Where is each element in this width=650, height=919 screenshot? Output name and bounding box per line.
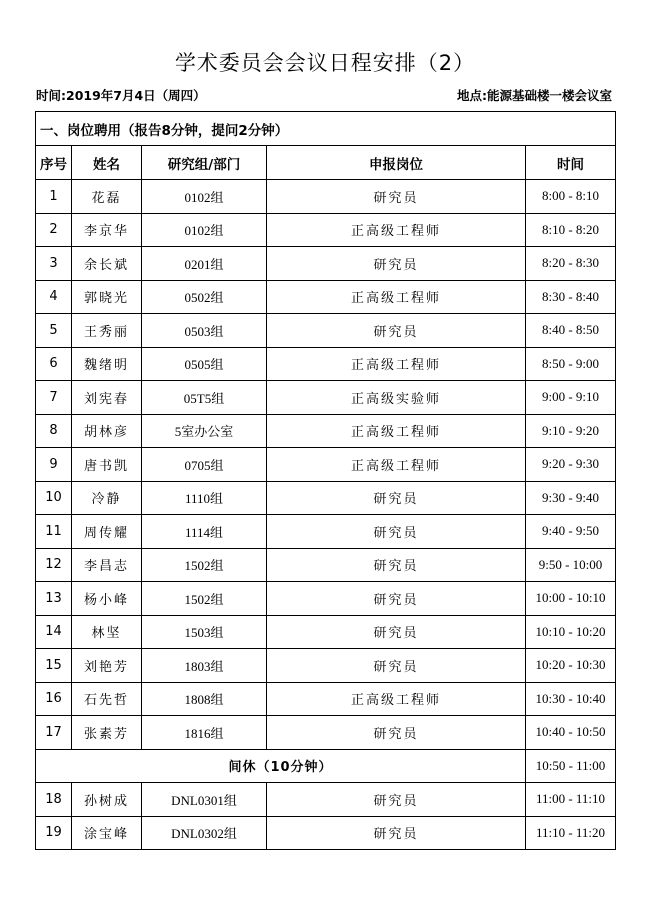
row-index: 9 [36, 448, 72, 482]
table-row [36, 515, 616, 549]
row-department: 0102组 [142, 180, 267, 214]
break-row [36, 749, 616, 783]
break-time: 10:50 - 11:00 [526, 749, 616, 783]
row-index: 17 [36, 716, 72, 750]
table-row [36, 682, 616, 716]
row-department: 0102组 [142, 213, 267, 247]
row-name: 唐书凯 [72, 448, 142, 482]
table-row [36, 615, 616, 649]
row-index: 15 [36, 649, 72, 683]
section-title: 一、岗位聘用（报告8分钟，提问2分钟） [36, 112, 616, 146]
column-header-row [36, 146, 616, 180]
page-title: 学术委员会会议日程安排（2） [174, 51, 476, 75]
row-time: 10:40 - 10:50 [526, 716, 616, 750]
row-index: 14 [36, 615, 72, 649]
row-position: 研究员 [267, 314, 526, 348]
row-index: 10 [36, 481, 72, 515]
row-time: 10:30 - 10:40 [526, 682, 616, 716]
row-department: 5室办公室 [142, 414, 267, 448]
row-position: 正高级工程师 [267, 280, 526, 314]
meeting-location: 地点:能源基础楼一楼会议室 [457, 88, 612, 103]
row-position: 研究员 [267, 783, 526, 817]
table-row [36, 381, 616, 415]
row-position: 正高级工程师 [267, 347, 526, 381]
table-row [36, 180, 616, 214]
table-row [36, 481, 616, 515]
row-index: 6 [36, 347, 72, 381]
row-time: 8:40 - 8:50 [526, 314, 616, 348]
row-time: 8:50 - 9:00 [526, 347, 616, 381]
section-header-row [36, 112, 616, 146]
header-department: 研究组/部门 [142, 146, 267, 180]
row-department: 1816组 [142, 716, 267, 750]
row-department: 05T5组 [142, 381, 267, 415]
row-position: 研究员 [267, 247, 526, 281]
row-index: 1 [36, 180, 72, 214]
row-time: 8:30 - 8:40 [526, 280, 616, 314]
row-index: 11 [36, 515, 72, 549]
row-index: 12 [36, 548, 72, 582]
row-time: 11:10 - 11:20 [526, 816, 616, 850]
row-name: 刘宪春 [72, 381, 142, 415]
row-name: 花磊 [72, 180, 142, 214]
row-time: 8:10 - 8:20 [526, 213, 616, 247]
table-row [36, 213, 616, 247]
row-department: 1503组 [142, 615, 267, 649]
row-time: 9:10 - 9:20 [526, 414, 616, 448]
row-position: 研究员 [267, 649, 526, 683]
row-department: 1803组 [142, 649, 267, 683]
row-name: 王秀丽 [72, 314, 142, 348]
table-row [36, 247, 616, 281]
row-name: 杨小峰 [72, 582, 142, 616]
row-department: 1114组 [142, 515, 267, 549]
table-row [36, 582, 616, 616]
row-name: 孙树成 [72, 783, 142, 817]
table-row [36, 414, 616, 448]
row-position: 研究员 [267, 716, 526, 750]
row-name: 林坚 [72, 615, 142, 649]
row-department: DNL0302组 [142, 816, 267, 850]
row-index: 5 [36, 314, 72, 348]
row-time: 8:00 - 8:10 [526, 180, 616, 214]
table-row [36, 649, 616, 683]
row-position: 研究员 [267, 615, 526, 649]
row-name: 李京华 [72, 213, 142, 247]
header-index: 序号 [36, 146, 72, 180]
row-position: 研究员 [267, 816, 526, 850]
header-name: 姓名 [72, 146, 142, 180]
row-time: 9:30 - 9:40 [526, 481, 616, 515]
row-name: 胡林彦 [72, 414, 142, 448]
table-row [36, 347, 616, 381]
row-position: 正高级工程师 [267, 682, 526, 716]
meeting-time: 时间:2019年7月4日（周四） [36, 88, 206, 103]
schedule-table [35, 111, 616, 850]
row-index: 13 [36, 582, 72, 616]
row-time: 9:50 - 10:00 [526, 548, 616, 582]
row-name: 涂宝峰 [72, 816, 142, 850]
table-row [36, 314, 616, 348]
row-department: 1502组 [142, 548, 267, 582]
row-name: 周传耀 [72, 515, 142, 549]
row-department: 1110组 [142, 481, 267, 515]
row-department: DNL0301组 [142, 783, 267, 817]
row-index: 3 [36, 247, 72, 281]
row-time: 9:40 - 9:50 [526, 515, 616, 549]
row-index: 16 [36, 682, 72, 716]
row-index: 8 [36, 414, 72, 448]
row-position: 研究员 [267, 515, 526, 549]
table-row [36, 280, 616, 314]
row-department: 0502组 [142, 280, 267, 314]
row-time: 8:20 - 8:30 [526, 247, 616, 281]
row-name: 冷静 [72, 481, 142, 515]
row-name: 石先哲 [72, 682, 142, 716]
row-name: 魏绪明 [72, 347, 142, 381]
row-index: 4 [36, 280, 72, 314]
row-time: 9:20 - 9:30 [526, 448, 616, 482]
row-index: 7 [36, 381, 72, 415]
row-position: 正高级工程师 [267, 448, 526, 482]
row-index: 2 [36, 213, 72, 247]
row-position: 研究员 [267, 548, 526, 582]
row-department: 1502组 [142, 582, 267, 616]
row-time: 10:10 - 10:20 [526, 615, 616, 649]
row-position: 正高级工程师 [267, 213, 526, 247]
row-department: 0705组 [142, 448, 267, 482]
row-position: 研究员 [267, 582, 526, 616]
row-department: 0505组 [142, 347, 267, 381]
table-row [36, 816, 616, 850]
row-position: 正高级工程师 [267, 414, 526, 448]
row-time: 10:20 - 10:30 [526, 649, 616, 683]
row-name: 余长斌 [72, 247, 142, 281]
row-time: 9:00 - 9:10 [526, 381, 616, 415]
table-row [36, 783, 616, 817]
table-row [36, 548, 616, 582]
row-time: 11:00 - 11:10 [526, 783, 616, 817]
row-department: 1808组 [142, 682, 267, 716]
row-index: 18 [36, 783, 72, 817]
row-name: 张素芳 [72, 716, 142, 750]
row-name: 郭晓光 [72, 280, 142, 314]
row-position: 研究员 [267, 481, 526, 515]
table-row [36, 716, 616, 750]
table-row [36, 448, 616, 482]
row-time: 10:00 - 10:10 [526, 582, 616, 616]
header-position: 申报岗位 [267, 146, 526, 180]
row-name: 刘艳芳 [72, 649, 142, 683]
header-time: 时间 [526, 146, 616, 180]
row-department: 0201组 [142, 247, 267, 281]
row-department: 0503组 [142, 314, 267, 348]
row-position: 研究员 [267, 180, 526, 214]
row-index: 19 [36, 816, 72, 850]
break-label: 间休（10分钟） [36, 749, 526, 783]
row-position: 正高级实验师 [267, 381, 526, 415]
row-name: 李昌志 [72, 548, 142, 582]
